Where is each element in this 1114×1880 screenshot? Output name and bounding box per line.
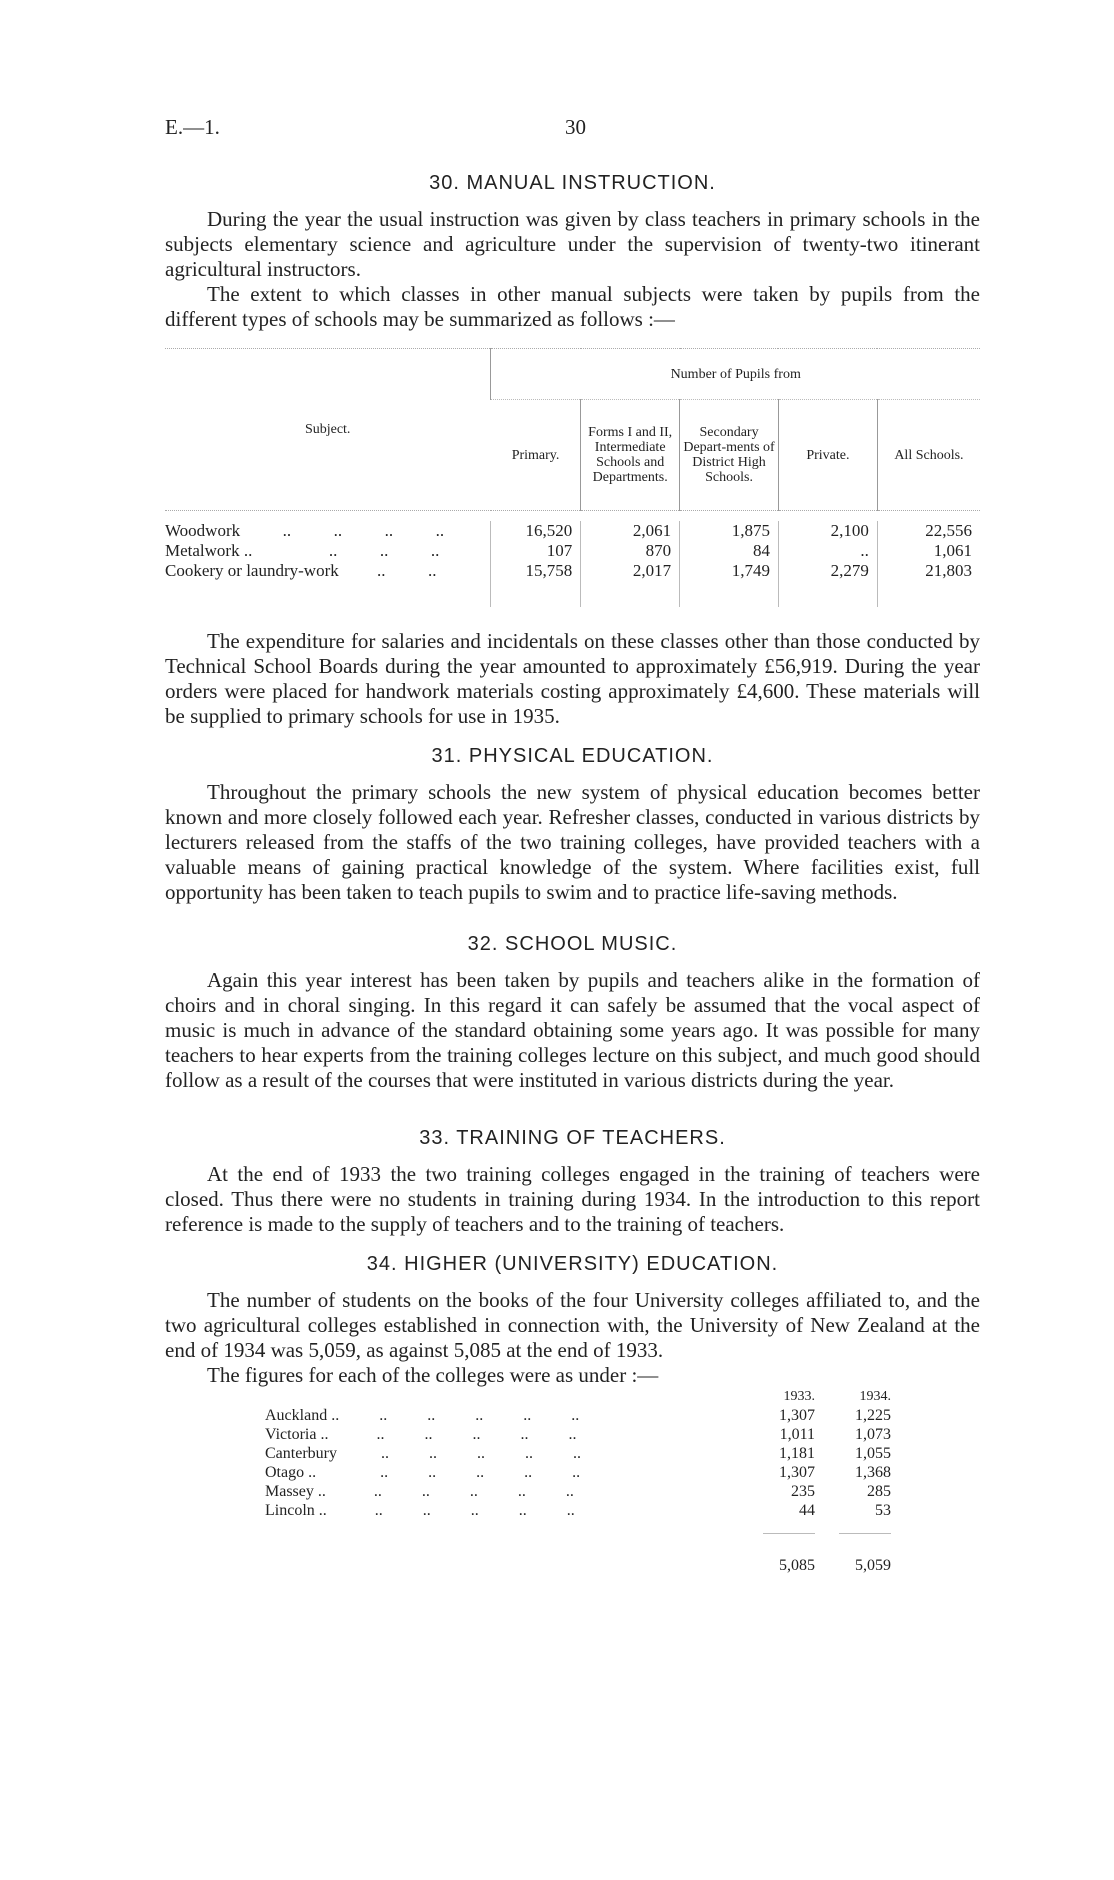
cell-1933: 1,307 [779, 1407, 815, 1424]
cell-1933: 1,011 [779, 1426, 815, 1443]
row-label: Massey .. .. .. .. .. .. [265, 1483, 574, 1500]
column-header-intermediate: Forms I and II, Intermediate Schools and Departments. [581, 400, 680, 511]
cell-1934: 1,073 [855, 1426, 891, 1443]
section-heading-higher-education: 34. HIGHER (UNIVERSITY) EDUCATION. [366, 1253, 779, 1275]
column-header-subject: Subject. [165, 349, 491, 511]
table-row [165, 541, 980, 561]
column-header-1934: 1934. [859, 1389, 891, 1404]
cell-1933: 1,307 [779, 1464, 815, 1481]
row-label: Canterbury .. .. .. .. .. [265, 1445, 581, 1462]
section-heading-manual-instruction: 30. MANUAL INSTRUCTION. [429, 172, 716, 194]
cell-1934: 1,055 [855, 1445, 891, 1462]
cell-1933: 1,181 [779, 1445, 815, 1462]
table-row [265, 1444, 897, 1463]
cell-intermediate: 2,061 [581, 521, 680, 541]
column-group-header: Number of Pupils from [491, 349, 980, 400]
cell-1934: 285 [867, 1483, 891, 1500]
paragraph-manual-1: During the year the usual instruction was given by class teachers in primary schools in the subjects elementary science and agriculture under the supervision of twenty-two itinerant agricultural instructors. [165, 207, 980, 281]
table-row [265, 1501, 897, 1520]
cell-secondary: 1,749 [680, 561, 779, 581]
row-label: Lincoln .. .. .. .. .. .. [265, 1502, 575, 1519]
table-row [265, 1482, 897, 1501]
cell-secondary: 84 [680, 541, 779, 561]
section-heading-training-of-teachers: 33. TRAINING OF TEACHERS. [419, 1127, 726, 1149]
cell-all-schools: 22,556 [877, 521, 980, 541]
paragraph-expenditure: The expenditure for salaries and incidentals on these classes other than those conducted by Technical School Boards during the year amounted to approximately £56,919. During the year orders were placed for handwork materials costing approximately £4,600. These materials will be supplied to primary schools for use in 1935. [165, 629, 980, 728]
column-header-primary: Primary. [511, 447, 560, 463]
section-heading-school-music: 32. SCHOOL MUSIC. [467, 933, 678, 955]
cell-all-schools: 1,061 [877, 541, 980, 561]
paragraph-school-music: Again this year interest has been taken by pupils and teachers alike in the formation of choirs and in choral singing. In this regard it can safely be assumed that the vocal aspect of music is much in advance of the standard obtaining some years ago. It was possible for many teachers to hear experts from the training colleges lecture on this subject, and much good should follow as a result of the courses that were instituted in various districts during the year. [165, 968, 980, 1092]
row-label: Victoria .. .. .. .. .. .. [265, 1426, 577, 1443]
cell-1934: 1,225 [855, 1407, 891, 1424]
page-number: 30 [565, 115, 586, 139]
cell-all-schools: 21,803 [877, 561, 980, 581]
cell-secondary: 1,875 [680, 521, 779, 541]
total-1934: 5,059 [855, 1556, 891, 1574]
paragraph-higher-education: The number of students on the books of the four University colleges affiliated to, and the two agricultural colleges established in connection with, the University of New Zealand at the end of 1934 was 5,059, as against 5,085 at the end of 1933. [165, 1288, 980, 1362]
paragraph-physical-education: Throughout the primary schools the new system of physical education becomes better known and more closely followed each year. Refresher classes, conducted in various districts by lecturers released from the staffs of the two training colleges, have provided teachers with a valuable means of gaining practical knowledge of the system. Where facilities exist, full opportunity has been taken to teach pupils to swim and to practice life-saving methods. [165, 780, 980, 904]
paragraph-colleges-intro: The figures for each of the colleges were as under :— [207, 1363, 659, 1387]
cell-1933: 44 [799, 1502, 815, 1519]
row-label: Cookery or laundry-work .. .. [165, 561, 437, 580]
cell-private: 2,100 [778, 521, 877, 541]
column-header-secondary: Secondary Depart-ments of District High Schools. [680, 400, 779, 511]
cell-private: .. [778, 541, 877, 561]
row-label: Woodwork .. .. .. .. [165, 521, 445, 540]
column-header-all-schools: All Schools. [877, 400, 980, 511]
table-row [165, 521, 980, 541]
totals-row [265, 1539, 897, 1577]
column-header-private: Private. [778, 400, 877, 511]
row-label: Otago .. .. .. .. .. .. [265, 1464, 581, 1481]
table-row [265, 1406, 897, 1425]
page-content [165, 172, 980, 1577]
total-rule [745, 1520, 821, 1539]
cell-intermediate: 870 [581, 541, 680, 561]
manual-subjects-table [165, 348, 980, 607]
cell-intermediate: 2,017 [581, 561, 680, 581]
report-reference: E.—1. [165, 115, 220, 139]
row-label: Auckland .. .. .. .. .. .. [265, 1407, 580, 1424]
cell-primary: 16,520 [491, 521, 581, 541]
paragraph-training-of-teachers: At the end of 1933 the two training colleges engaged in the training of teachers were closed. Thus there were no students in training during 1934. In the introduction to this report reference is made to the supply of teachers and to the training of teachers. [165, 1162, 980, 1236]
cell-1933: 235 [791, 1483, 815, 1500]
column-header-1933: 1933. [783, 1389, 815, 1404]
cell-1934: 53 [875, 1502, 891, 1519]
table-row [265, 1425, 897, 1444]
section-heading-physical-education: 31. PHYSICAL EDUCATION. [431, 745, 714, 767]
table-row [165, 561, 980, 581]
colleges-table [265, 1388, 897, 1577]
paragraph-manual-2: The extent to which classes in other manual subjects were taken by pupils from the different types of schools may be summarized as follows :— [165, 282, 980, 331]
table-row [265, 1463, 897, 1482]
cell-primary: 15,758 [491, 561, 581, 581]
cell-primary: 107 [491, 541, 581, 561]
total-1933: 5,085 [779, 1556, 815, 1574]
cell-1934: 1,368 [855, 1464, 891, 1481]
cell-private: 2,279 [778, 561, 877, 581]
total-rule [821, 1520, 897, 1539]
row-label: Metalwork .. .. .. .. [165, 541, 440, 560]
